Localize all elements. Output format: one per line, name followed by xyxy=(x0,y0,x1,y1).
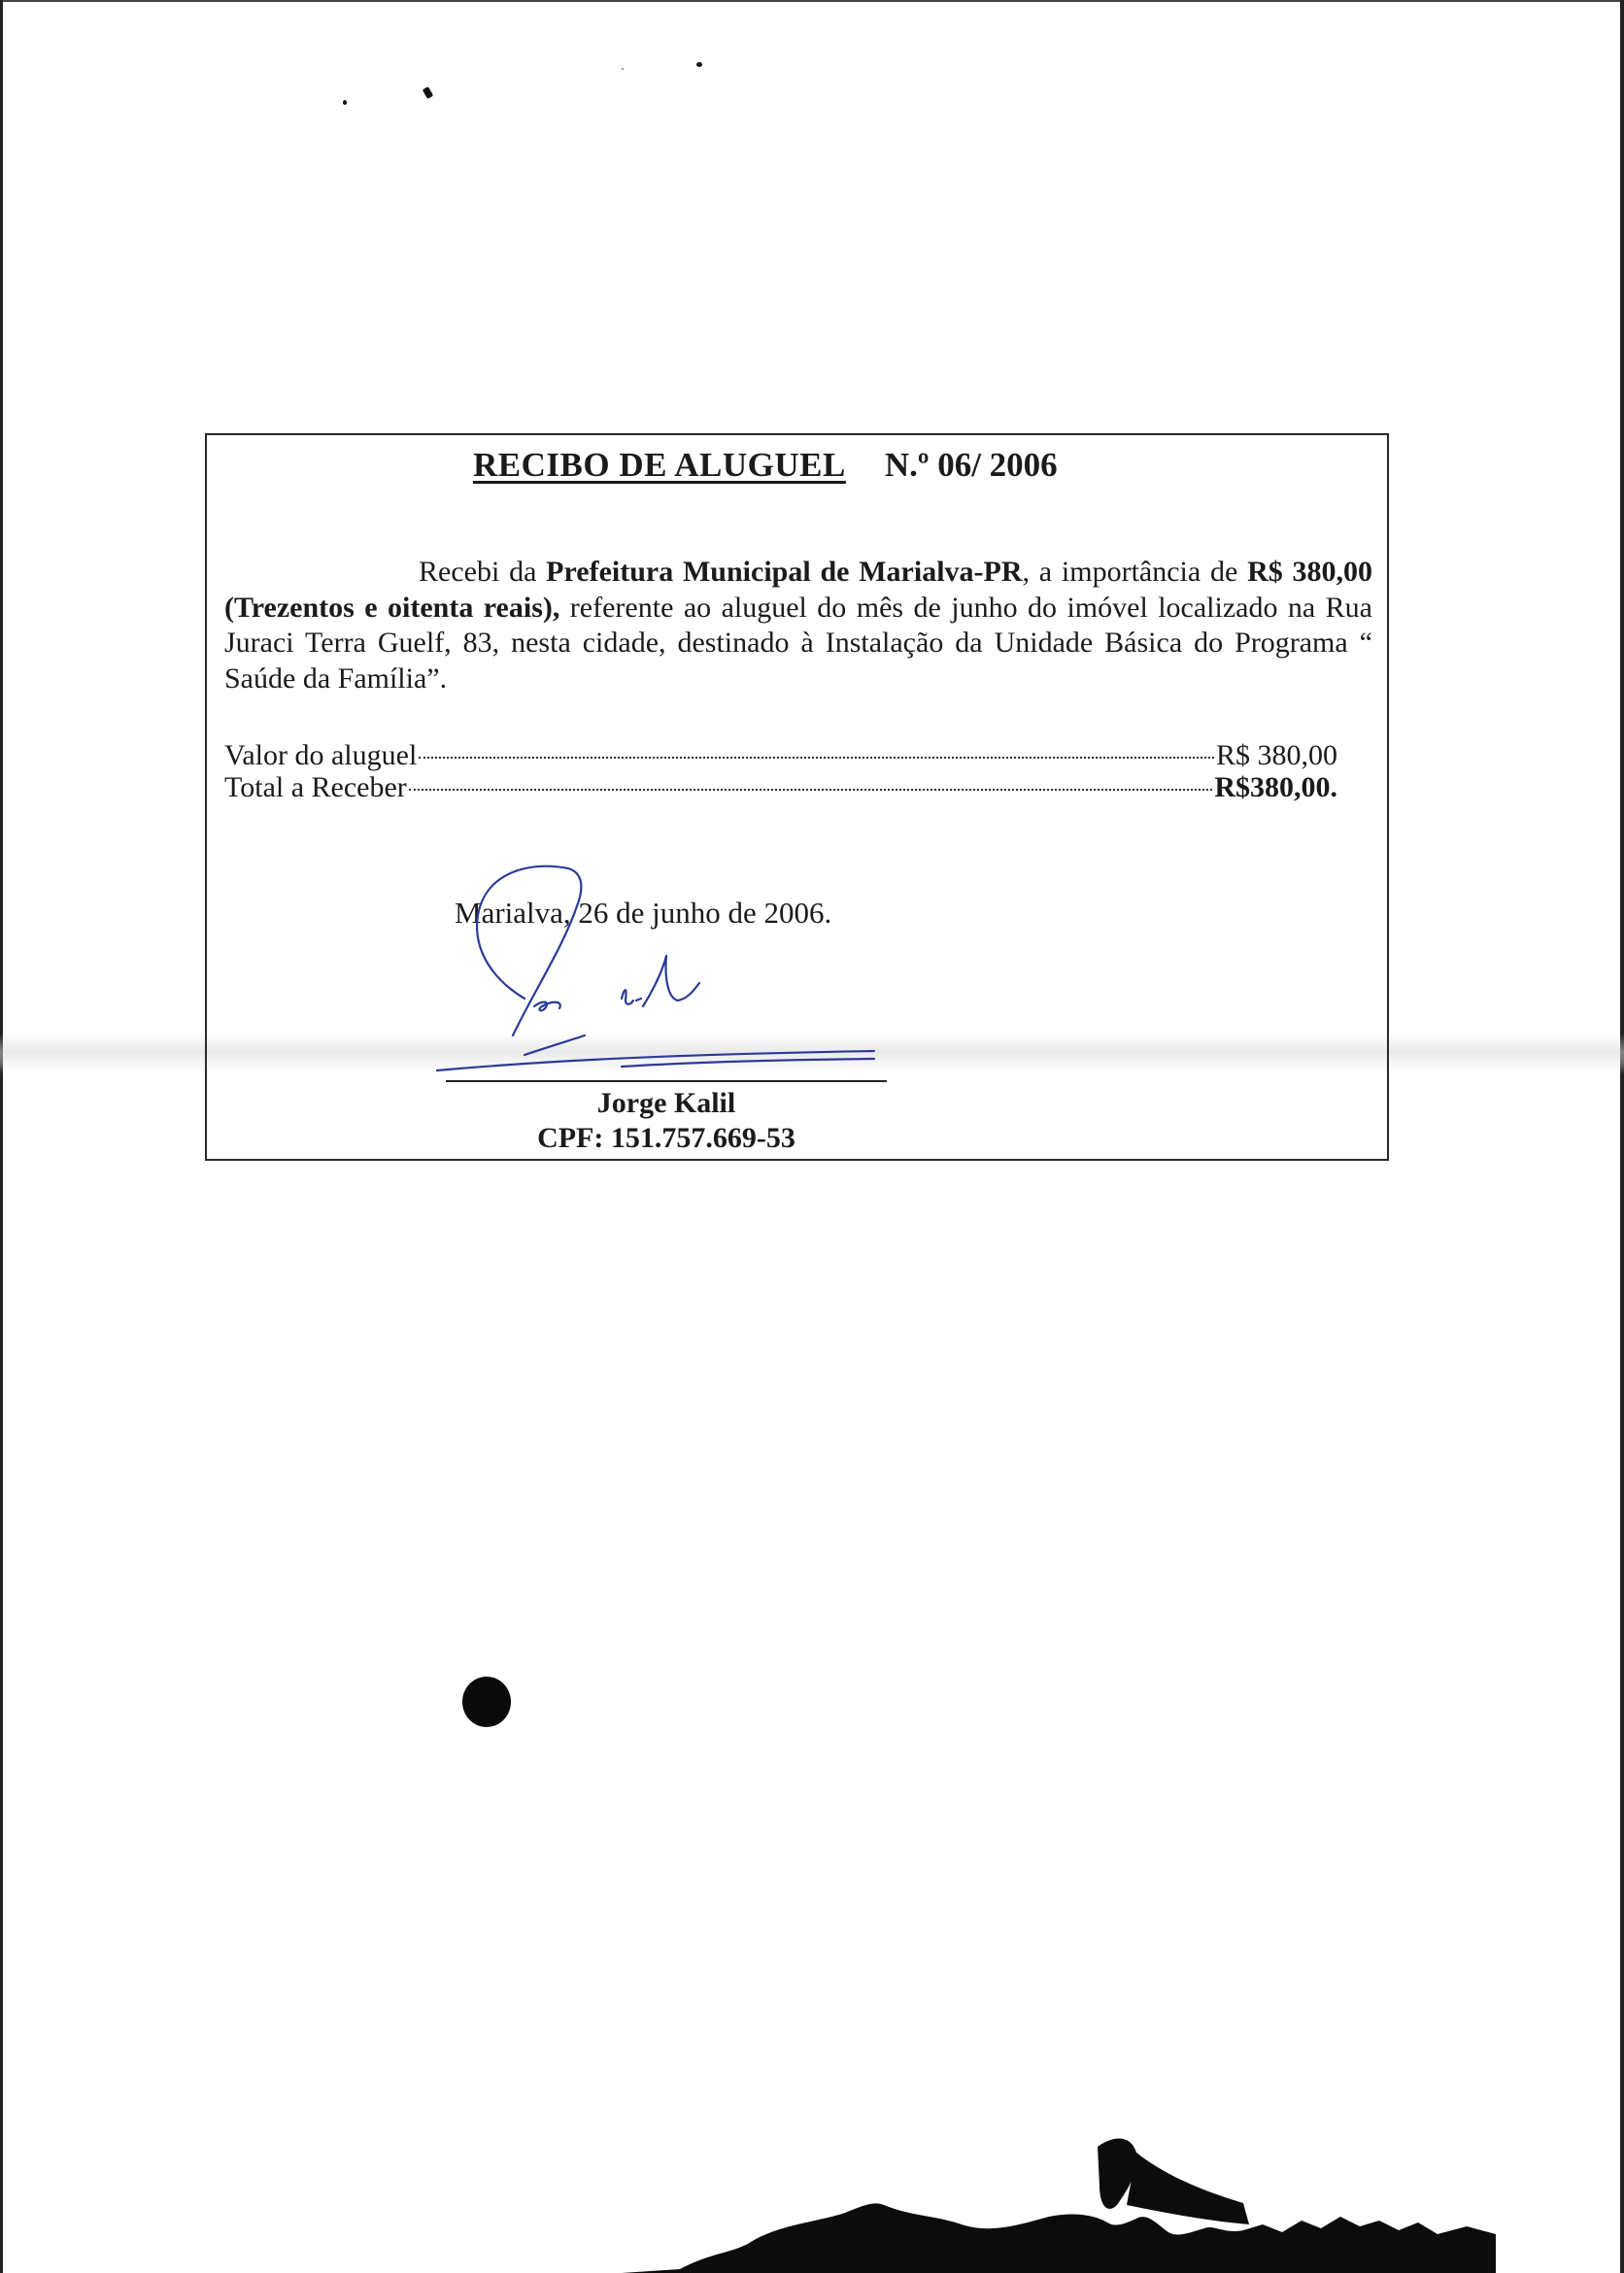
page-left-edge xyxy=(0,0,3,2273)
date-line: Marialva, 26 de junho de 2006. xyxy=(455,896,832,930)
rent-value-label: Valor do aluguel xyxy=(224,739,418,771)
page-right-edge xyxy=(1620,0,1624,2273)
total-amount: R$380,00. xyxy=(1214,771,1337,803)
dot-leader xyxy=(419,756,1214,759)
signer-name: Jorge Kalil xyxy=(596,1087,736,1119)
scan-speck xyxy=(622,68,624,70)
total-label: Total a Receber xyxy=(224,771,407,803)
signature-rule xyxy=(446,1080,887,1082)
amount-in-words: R$ 380,00 (Trezentos e oitenta reais), xyxy=(224,556,1373,624)
rent-value-amount: R$ 380,00 xyxy=(1215,739,1337,771)
punch-hole xyxy=(462,1677,511,1727)
receipt-title xyxy=(473,446,1058,491)
total-line xyxy=(224,771,1337,804)
rent-value-line xyxy=(224,739,1337,772)
receipt-number: N.º 06/ 2006 xyxy=(884,446,1058,484)
scan-speck xyxy=(343,100,347,105)
handwritten-signature xyxy=(330,855,913,1088)
receipt-body xyxy=(224,555,1372,696)
torn-page-edge xyxy=(622,2108,1496,2273)
scan-speck xyxy=(696,62,702,67)
dot-leader xyxy=(409,788,1213,791)
page-top-edge xyxy=(0,0,1624,2)
body-rest: referente ao aluguel do mês de junho do imóvel localizado na Rua Juraci Terra Guelf, 83, nesta cidade, destinado à Instalação da Unidade Básica do Programa “ Saúde da Família”. xyxy=(224,591,1372,695)
body-mid: , a importância de xyxy=(1022,556,1248,588)
payer-name: Prefeitura Municipal de Marialva-PR xyxy=(546,556,1023,588)
receipt-title-text: RECIBO DE ALUGUEL xyxy=(473,446,846,484)
signer-cpf: CPF: 151.757.669-53 xyxy=(537,1122,795,1154)
body-lead: Recebi da xyxy=(419,556,547,588)
scan-speck xyxy=(423,86,434,99)
